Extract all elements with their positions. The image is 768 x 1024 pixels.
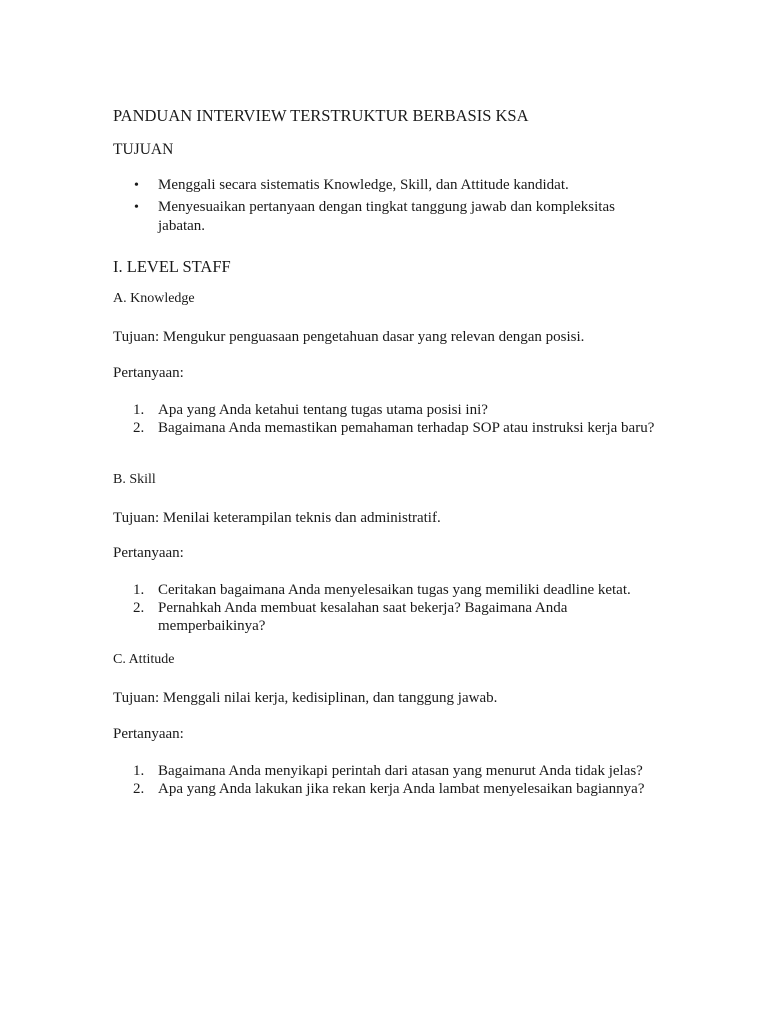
question-number: 2. bbox=[133, 600, 145, 616]
level-staff-heading: I. LEVEL STAFF bbox=[113, 257, 231, 276]
bullet-icon: • bbox=[134, 178, 139, 193]
question-number: 1. bbox=[133, 763, 145, 779]
question-text: Apa yang Anda lakukan jika rekan kerja Anda lambat menyelesaikan bagiannya? bbox=[158, 781, 645, 797]
section-skill-questions-label: Pertanyaan: bbox=[113, 545, 184, 561]
document-title: PANDUAN INTERVIEW TERSTRUKTUR BERBASIS KSA bbox=[113, 106, 529, 125]
section-attitude-goal: Tujuan: Menggali nilai kerja, kedisiplinan, dan tanggung jawab. bbox=[113, 690, 498, 706]
tujuan-item bbox=[113, 176, 658, 196]
section-knowledge-questions bbox=[113, 401, 658, 437]
section-skill-goal: Tujuan: Menilai keterampilan teknis dan administratif. bbox=[113, 510, 441, 526]
tujuan-item-text: Menggali secara sistematis Knowledge, Skill, dan Attitude kandidat. bbox=[158, 177, 569, 193]
section-attitude-questions-label: Pertanyaan: bbox=[113, 726, 184, 742]
tujuan-item bbox=[113, 198, 658, 237]
question-item bbox=[113, 780, 658, 798]
question-item bbox=[113, 401, 658, 419]
tujuan-list bbox=[113, 176, 658, 239]
question-number: 1. bbox=[133, 582, 145, 598]
question-text: Pernahkah Anda membuat kesalahan saat bekerja? Bagaimana Anda memperbaikinya? bbox=[158, 600, 568, 634]
section-knowledge-questions-label: Pertanyaan: bbox=[113, 365, 184, 381]
tujuan-heading: TUJUAN bbox=[113, 141, 174, 158]
section-skill-questions bbox=[113, 581, 658, 635]
question-item bbox=[113, 419, 658, 437]
section-skill-heading: B. Skill bbox=[113, 472, 156, 487]
question-text: Apa yang Anda ketahui tentang tugas utama posisi ini? bbox=[158, 402, 488, 418]
tujuan-item-text: Menyesuaikan pertanyaan dengan tingkat tanggung jawab dan kompleksitas jabatan. bbox=[158, 198, 615, 234]
section-attitude-heading: C. Attitude bbox=[113, 652, 175, 667]
bullet-icon: • bbox=[134, 199, 139, 215]
section-knowledge-heading: A. Knowledge bbox=[113, 291, 195, 306]
question-item bbox=[113, 762, 658, 780]
question-number: 2. bbox=[133, 420, 145, 436]
question-item bbox=[113, 581, 658, 599]
question-item bbox=[113, 599, 658, 635]
section-attitude-questions bbox=[113, 762, 658, 798]
question-text: Ceritakan bagaimana Anda menyelesaikan tugas yang memiliki deadline ketat. bbox=[158, 582, 631, 598]
question-number: 2. bbox=[133, 781, 145, 797]
section-knowledge-goal: Tujuan: Mengukur penguasaan pengetahuan dasar yang relevan dengan posisi. bbox=[113, 329, 585, 345]
question-text: Bagaimana Anda memastikan pemahaman terhadap SOP atau instruksi kerja baru? bbox=[158, 420, 655, 436]
question-number: 1. bbox=[133, 402, 145, 418]
question-text: Bagaimana Anda menyikapi perintah dari atasan yang menurut Anda tidak jelas? bbox=[158, 763, 643, 779]
